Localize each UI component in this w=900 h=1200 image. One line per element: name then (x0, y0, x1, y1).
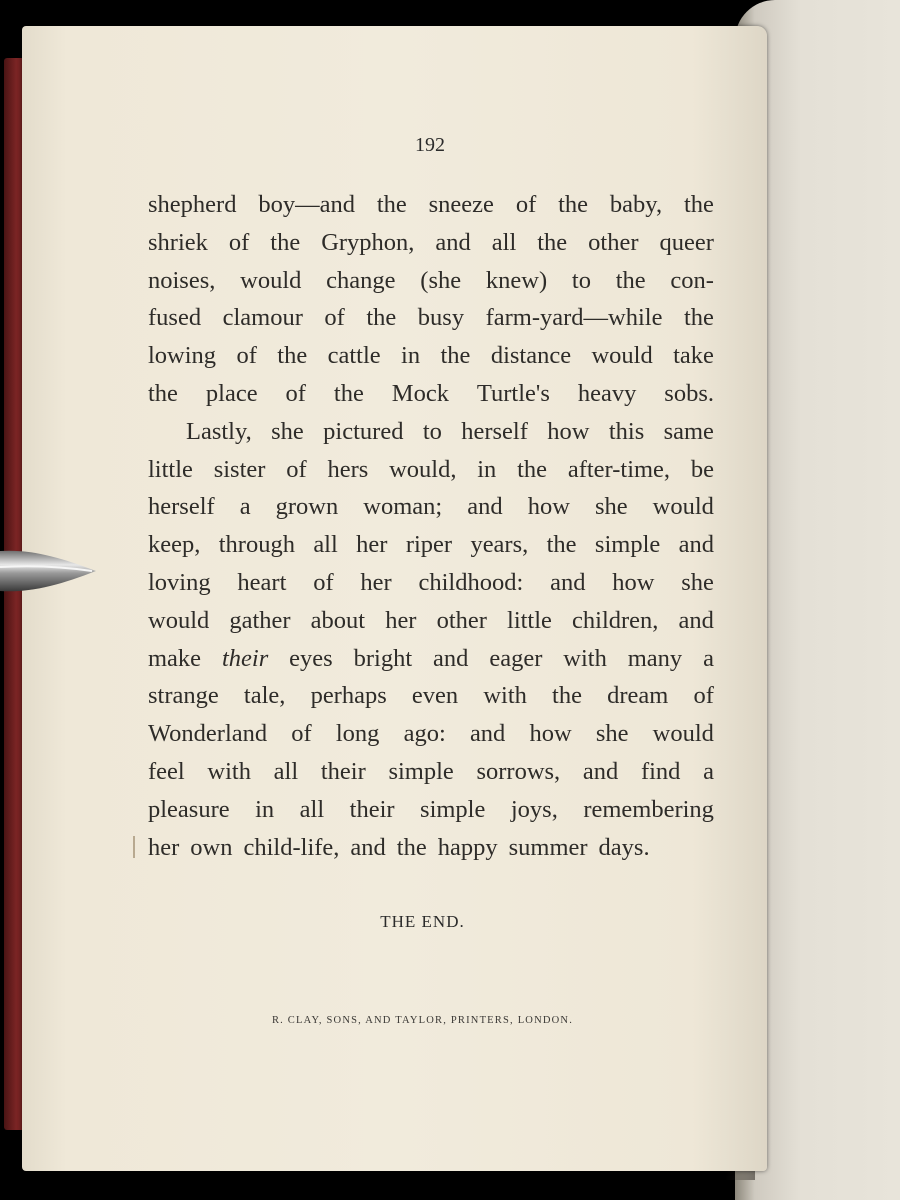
text-line (148, 791, 714, 829)
the-end-heading: THE END. (380, 912, 465, 931)
text-line (148, 715, 714, 753)
word: shepherd (148, 191, 237, 218)
word: all (313, 531, 338, 559)
word: remembering (583, 795, 714, 823)
word: other (436, 606, 487, 634)
word: and (678, 606, 714, 634)
word: years, (470, 531, 529, 559)
word: her (356, 531, 388, 559)
word: a (703, 757, 714, 785)
word: the (376, 191, 407, 218)
word: hers (327, 455, 369, 483)
word: pictured (323, 417, 404, 445)
word: of (324, 304, 345, 332)
word: take (673, 342, 714, 370)
word: Lastly, (186, 417, 252, 445)
word: and (350, 833, 386, 861)
word: with (563, 644, 607, 672)
word: fused (148, 304, 202, 332)
word: of (313, 568, 334, 596)
word: Wonderland (148, 720, 268, 748)
word: same (663, 417, 714, 445)
text-line (148, 451, 714, 489)
word: of (228, 228, 250, 256)
text-line (148, 262, 714, 300)
word: other (588, 228, 639, 256)
word: sister (213, 455, 266, 483)
word: strange (148, 682, 219, 710)
word: her (385, 606, 417, 634)
word: riper (405, 531, 453, 559)
word: distance (490, 342, 572, 370)
word: lowing (148, 342, 217, 370)
word: be (690, 455, 714, 483)
word: summer (508, 833, 588, 861)
word: little (148, 455, 193, 483)
word: feel (148, 757, 185, 785)
word: of (693, 682, 714, 710)
word: simple (594, 531, 661, 559)
page-number: 192 (415, 134, 445, 156)
word: would (652, 720, 714, 748)
word: child-life, (243, 833, 340, 861)
word: would (591, 342, 653, 370)
word: pleasure (148, 795, 230, 823)
word: would, (389, 455, 457, 483)
word: and (678, 531, 714, 559)
word: of (285, 379, 306, 407)
word: would (652, 493, 714, 521)
word: boy—and (258, 191, 355, 218)
word: of (286, 455, 307, 483)
word: the (546, 531, 577, 559)
word: how (547, 417, 590, 445)
word: sorrows, (476, 757, 561, 785)
word: the (440, 342, 471, 370)
word: with (483, 682, 527, 710)
text-line (148, 753, 714, 791)
word: change (326, 266, 396, 294)
word: and (582, 757, 619, 785)
text-line (148, 337, 714, 375)
word: joys, (510, 795, 558, 823)
word: knew) (485, 266, 548, 294)
word: loving (148, 568, 211, 596)
word: the (396, 833, 427, 861)
body-text (148, 186, 714, 866)
word: Gryphon, (321, 228, 415, 256)
word: heart (237, 568, 287, 596)
text-line (148, 299, 714, 337)
word: to (571, 266, 591, 294)
word: bright (353, 644, 413, 672)
margin-pencil-mark (133, 836, 135, 858)
text-line (148, 375, 714, 413)
word: the (148, 379, 178, 407)
word: would (148, 606, 210, 634)
word: she (594, 493, 628, 521)
text-line (148, 677, 714, 715)
word: the (558, 191, 589, 218)
word: (she (420, 266, 462, 294)
word: a (703, 644, 714, 672)
word: the (333, 379, 364, 407)
word: to (422, 417, 442, 445)
word: their (349, 795, 395, 823)
word: all (299, 795, 325, 823)
text-line (148, 640, 714, 678)
word: woman; (363, 493, 443, 521)
word: through (218, 531, 295, 559)
word: days. (598, 833, 650, 861)
word: this (608, 417, 645, 445)
word: the (552, 682, 582, 710)
word: herself (148, 493, 215, 521)
word: the (615, 266, 646, 294)
word: after-time, (567, 455, 671, 483)
word: would (240, 266, 302, 294)
word: even (411, 682, 459, 710)
word: little (507, 606, 552, 634)
word: the (270, 228, 301, 256)
word: baby, (609, 191, 663, 218)
word: in (477, 455, 497, 483)
word: how (527, 493, 570, 521)
word: eyes (289, 644, 333, 672)
word: sobs. (664, 379, 714, 407)
word: the (683, 191, 714, 218)
word: how (612, 568, 655, 596)
word: all (273, 757, 299, 785)
word: heavy (577, 379, 637, 407)
pointer-stylus (0, 545, 96, 597)
text-line (148, 564, 714, 602)
word: in (401, 342, 421, 370)
printer-imprint: R. CLAY, SONS, AND TAYLOR, PRINTERS, LONDON. (271, 1015, 574, 1026)
word: the (683, 304, 714, 332)
word: her (148, 833, 180, 861)
word: the (277, 342, 308, 370)
word: about (310, 606, 366, 634)
word: of (236, 342, 257, 370)
word: ago: (403, 720, 446, 748)
word: children, (572, 606, 659, 634)
word: she (595, 720, 629, 748)
word: Mock (391, 379, 449, 407)
word: keep, (148, 531, 201, 559)
word: of (291, 720, 312, 748)
text-line (148, 224, 714, 262)
word: queer (659, 228, 714, 256)
word: simple (420, 795, 486, 823)
word: the (517, 455, 548, 483)
word: in (255, 795, 275, 823)
word: eager (489, 644, 543, 672)
word: and (433, 644, 469, 672)
word: a (239, 493, 251, 521)
word: long (335, 720, 380, 748)
text-line (148, 413, 714, 451)
word: all (491, 228, 517, 256)
word: she (681, 568, 714, 596)
word: childhood: (418, 568, 524, 596)
word: tale, (243, 682, 286, 710)
word: farm-yard—while (485, 304, 663, 332)
word: perhaps (310, 682, 387, 710)
word: make (148, 644, 202, 672)
word: Turtle's (476, 379, 550, 407)
word: busy (417, 304, 465, 332)
text-line (148, 602, 714, 640)
word: happy (437, 833, 498, 861)
word: grown (275, 493, 339, 521)
word: clamour (222, 304, 303, 332)
word: sneeze (428, 191, 494, 218)
word: cattle (327, 342, 381, 370)
word: place (205, 379, 258, 407)
word: and (467, 493, 503, 521)
word: herself (461, 417, 528, 445)
word: the (537, 228, 568, 256)
text-line (148, 829, 714, 867)
text-line (148, 526, 714, 564)
word: how (529, 720, 572, 748)
word: dream (607, 682, 669, 710)
word: and (550, 568, 586, 596)
word: the (366, 304, 397, 332)
word: their (221, 644, 269, 672)
text-line (148, 488, 714, 526)
word: with (207, 757, 251, 785)
word: of (515, 191, 537, 218)
word: con- (670, 266, 714, 294)
word: shriek (148, 228, 208, 256)
word: simple (388, 757, 454, 785)
word: her (360, 568, 392, 596)
word: many (627, 644, 683, 672)
word: she (271, 417, 304, 445)
word: their (320, 757, 366, 785)
word: gather (229, 606, 291, 634)
word: noises, (148, 266, 216, 294)
word: find (640, 757, 681, 785)
text-line (148, 186, 714, 224)
word: own (190, 833, 233, 861)
word: and (435, 228, 471, 256)
word: and (469, 720, 506, 748)
